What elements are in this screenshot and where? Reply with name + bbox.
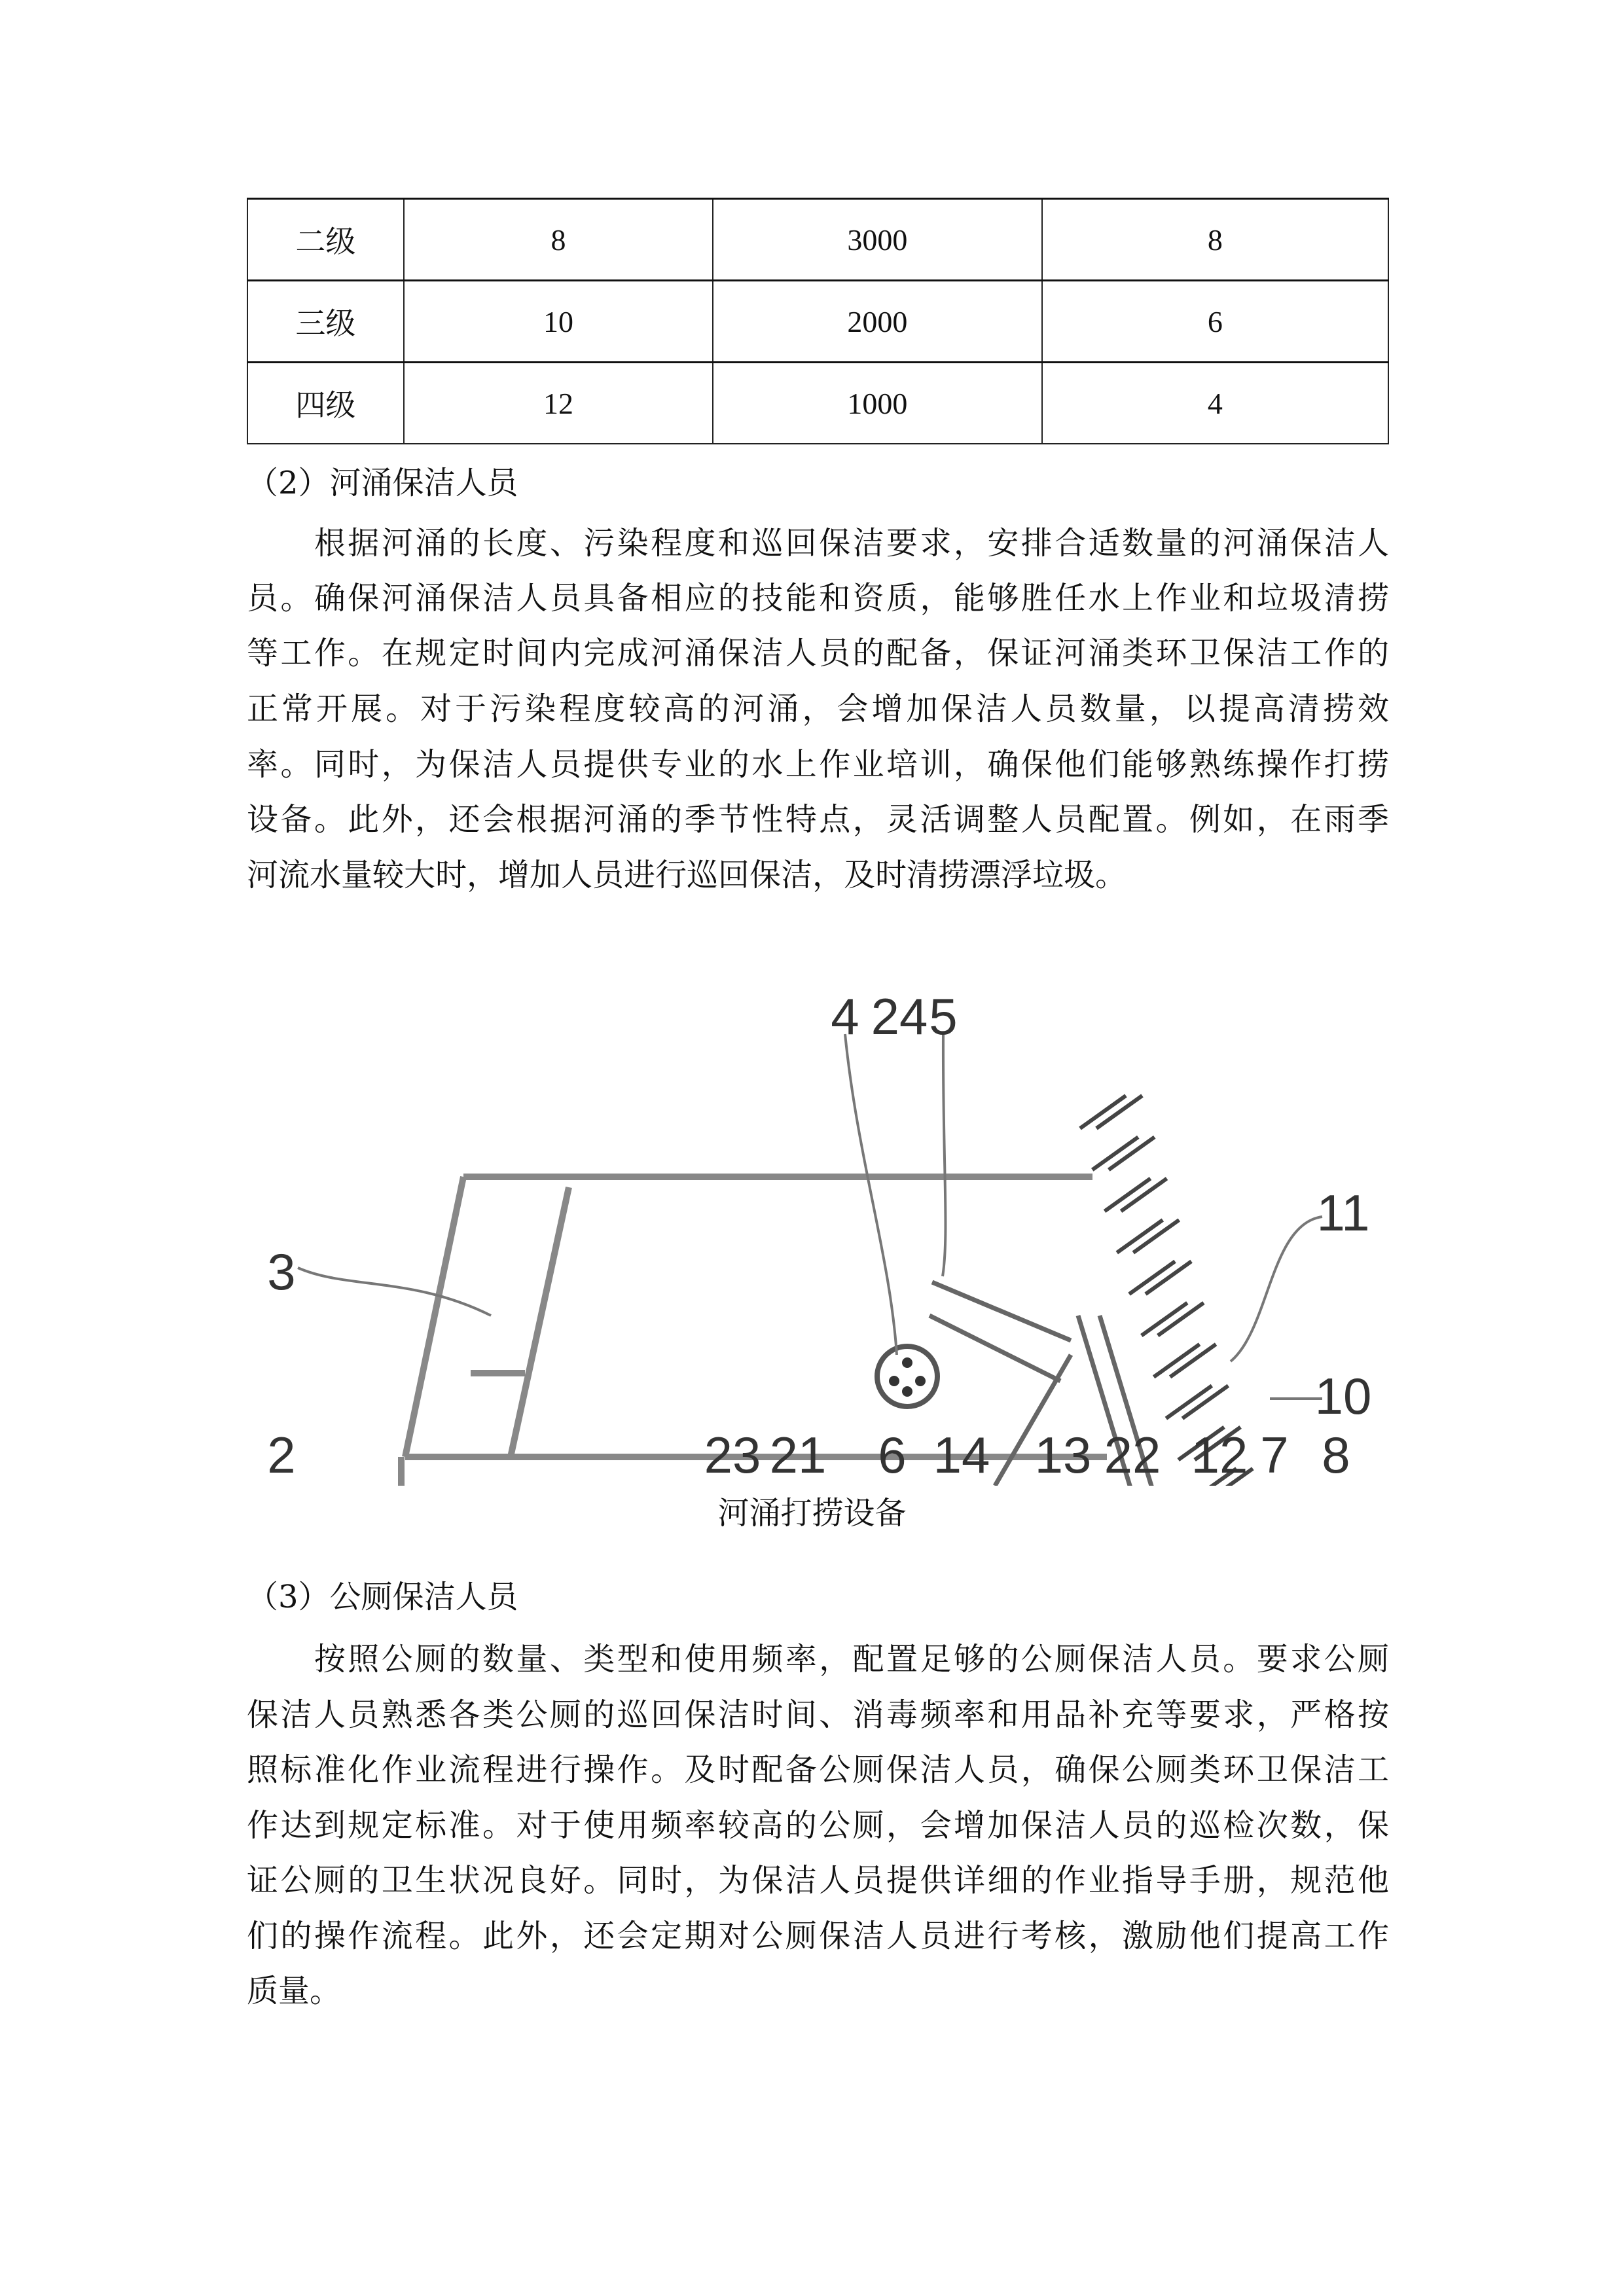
label-5: 5 <box>929 988 958 1045</box>
paragraph-line: 照标准化作业流程进行操作。及时配备公厕保洁人员，确保公厕类环卫保洁工 <box>247 1751 1389 1788</box>
table-cell: 4 <box>1042 363 1388 444</box>
label-8: 8 <box>1322 1426 1350 1484</box>
staffing-table <box>247 198 1389 444</box>
label-10: 10 <box>1314 1367 1372 1425</box>
table-row <box>247 363 1388 444</box>
label-4: 4 <box>831 988 859 1045</box>
section-heading: （2）河涌保洁人员 <box>247 465 518 501</box>
label-6: 6 <box>878 1426 907 1484</box>
label-21: 21 <box>769 1426 827 1484</box>
paragraph-line: 按照公厕的数量、类型和使用频率，配置足够的公厕保洁人员。要求公厕 <box>247 1641 1389 1677</box>
table-cell: 3000 <box>713 199 1041 281</box>
table-row <box>247 281 1388 363</box>
paragraph-line: 河流水量较大时，增加人员进行巡回保洁，及时清捞漂浮垃圾。 <box>247 857 1127 893</box>
label-22: 22 <box>1104 1426 1161 1484</box>
paragraph-line: 们的操作流程。此外，还会定期对公厕保洁人员进行考核，激励他们提高工作 <box>247 1918 1389 1954</box>
figure-caption: 河涌打捞设备 <box>717 1495 907 1532</box>
table-cell: 四级 <box>247 363 404 444</box>
paragraph-line: 正常开展。对于污染程度较高的河涌，会增加保洁人员数量，以提高清捞效 <box>247 691 1389 727</box>
table-cell: 12 <box>404 363 713 444</box>
table-cell: 6 <box>1042 281 1388 363</box>
table-cell: 2000 <box>713 281 1041 363</box>
table-cell: 1000 <box>713 363 1041 444</box>
label-24: 24 <box>871 988 928 1045</box>
paragraph-line: 质量。 <box>247 1973 342 2009</box>
table-cell: 10 <box>404 281 713 363</box>
table-cell: 8 <box>404 199 713 281</box>
table-row <box>247 199 1388 281</box>
table-cell: 二级 <box>247 199 404 281</box>
label-3: 3 <box>267 1243 296 1300</box>
label-14: 14 <box>933 1426 990 1484</box>
paragraph-line: 设备。此外，还会根据河涌的季节性特点，灵活调整人员配置。例如，在雨季 <box>247 801 1389 838</box>
paragraph-line: 等工作。在规定时间内完成河涌保洁人员的配备，保证河涌类环卫保洁工作的 <box>247 635 1389 672</box>
label-23: 23 <box>704 1426 761 1484</box>
paragraph-line: 保洁人员熟悉各类公厕的巡回保洁时间、消毒频率和用品补充等要求，严格按 <box>247 1696 1389 1733</box>
paragraph-line: 作达到规定标准。对于使用频率较高的公厕，会增加保洁人员的巡检次数，保 <box>247 1807 1389 1844</box>
section-heading: （3）公厕保洁人员 <box>247 1579 518 1615</box>
label-12: 12 <box>1191 1426 1248 1484</box>
table-cell: 三级 <box>247 281 404 363</box>
label-11: 11 <box>1316 1184 1370 1242</box>
paragraph-line: 员。确保河涌保洁人员具备相应的技能和资质，能够胜任水上作业和垃圾清捞 <box>247 580 1389 617</box>
table-cell: 8 <box>1042 199 1388 281</box>
diagram-bottom-labels <box>249 962 1375 1486</box>
label-7: 7 <box>1260 1426 1289 1484</box>
label-13: 13 <box>1034 1426 1092 1484</box>
paragraph-line: 率。同时，为保洁人员提供专业的水上作业培训，确保他们能够熟练操作打捞 <box>247 746 1389 783</box>
label-2: 2 <box>267 1426 296 1484</box>
paragraph-line: 证公厕的卫生状况良好。同时，为保洁人员提供详细的作业指导手册，规范他 <box>247 1862 1389 1899</box>
paragraph-line: 根据河涌的长度、污染程度和巡回保洁要求，安排合适数量的河涌保洁人 <box>247 525 1389 562</box>
